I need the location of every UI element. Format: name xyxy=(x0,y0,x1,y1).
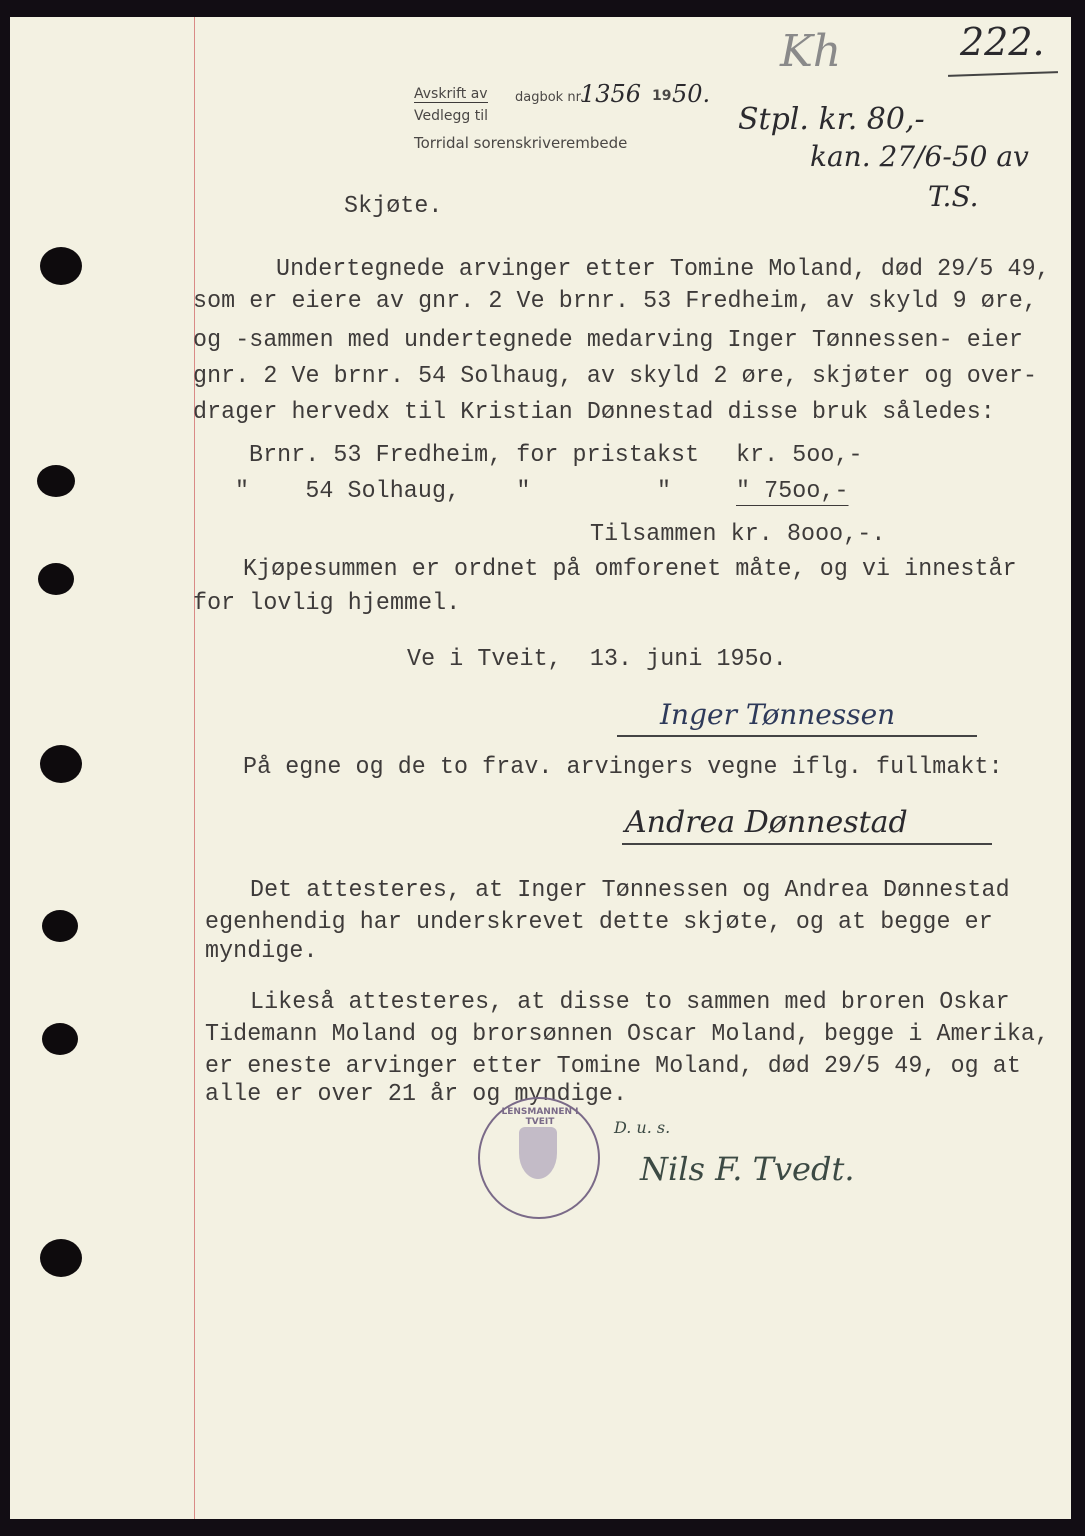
printed-year-prefix: 19 xyxy=(652,88,672,104)
official-signature: Nils F. Tvedt. xyxy=(640,1150,855,1188)
paragraph-line: gnr. 2 Ve brnr. 54 Solhaug, av skyld 2 øre, skjøter og over- xyxy=(193,363,1038,390)
punch-hole xyxy=(40,1239,82,1277)
dagbok-number: 1356 xyxy=(580,80,642,108)
printed-dagbok-label: dagbok nr. xyxy=(515,90,584,105)
paragraph-line: Undertegnede arvinger etter Tomine Moland, død 29/5 49, xyxy=(276,256,1050,283)
pencil-initials: Kh xyxy=(780,26,842,77)
punch-hole xyxy=(40,745,82,783)
paragraph-line: og -sammen med undertegnede medarving Inger Tønnessen- eier xyxy=(193,327,1023,354)
stamp-fee-note: Stpl. kr. 80,- xyxy=(738,102,925,137)
coat-of-arms-icon xyxy=(519,1127,557,1179)
registration-note: kan. 27/6-50 av xyxy=(810,140,1029,173)
attest-line: er eneste arvinger etter Tomine Moland, død 29/5 49, og at xyxy=(205,1053,1021,1080)
attest-line: Likeså attesteres, at disse to sammen med broren Oskar xyxy=(250,989,1010,1016)
attest-line: egenhendig har underskrevet dette skjøte, og at begge er xyxy=(205,909,993,936)
paragraph-line: drager hervedx til Kristian Dønnestad disse bruk således: xyxy=(193,399,995,426)
attest-prefix: D. u. s. xyxy=(614,1118,671,1137)
page-number: 222. xyxy=(960,20,1045,64)
price-row-amount: " 75oo,- xyxy=(736,478,849,505)
printed-avskrift-label: Avskrift av xyxy=(414,86,488,102)
official-stamp xyxy=(478,1097,600,1219)
attest-line: alle er over 21 år og myndige. xyxy=(205,1081,628,1108)
punch-hole xyxy=(42,1023,78,1055)
attest-line: Tidemann Moland og brorsønnen Oscar Moland, begge i Amerika, xyxy=(205,1021,1050,1048)
printed-vedlegg-label: Vedlegg til xyxy=(414,108,488,124)
signature-line xyxy=(622,843,992,845)
registrar-initials: T.S. xyxy=(928,180,979,213)
punch-hole xyxy=(37,465,75,497)
signature-line xyxy=(617,735,977,737)
price-row-amount: kr. 5oo,- xyxy=(736,442,863,469)
stamp-text: LENSMANNEN I TVEIT xyxy=(501,1107,579,1127)
dagbok-year: 50. xyxy=(672,80,711,108)
price-row-label: Brnr. 53 Fredheim, for pristakst xyxy=(249,442,700,469)
document-title: Skjøte. xyxy=(344,193,443,220)
punch-hole xyxy=(42,910,78,942)
signature-andrea: Andrea Dønnestad xyxy=(625,805,908,840)
punch-hole xyxy=(38,563,74,595)
proxy-line: På egne og de to frav. arvingers vegne iflg. fullmakt: xyxy=(243,754,1003,781)
punch-hole xyxy=(40,247,82,285)
attest-line: Det attesteres, at Inger Tønnessen og Andrea Dønnestad xyxy=(250,877,1010,904)
margin-line xyxy=(194,17,195,1519)
paragraph-line: Kjøpesummen er ordnet på omforenet måte, og vi innestår xyxy=(243,556,1017,583)
total-line: Tilsammen kr. 8ooo,-. xyxy=(590,521,886,548)
attest-line: myndige. xyxy=(205,938,318,965)
signature-inger: Inger Tønnessen xyxy=(660,698,896,731)
paragraph-line: for lovlig hjemmel. xyxy=(193,590,461,617)
price-row-label: " 54 Solhaug, " " xyxy=(235,478,672,505)
place-date: Ve i Tveit, 13. juni 195o. xyxy=(407,646,787,673)
printed-office-name: Torridal sorenskriverembede xyxy=(414,134,628,152)
paragraph-line: som er eiere av gnr. 2 Ve brnr. 53 Fredheim, av skyld 9 øre, xyxy=(193,288,1038,315)
